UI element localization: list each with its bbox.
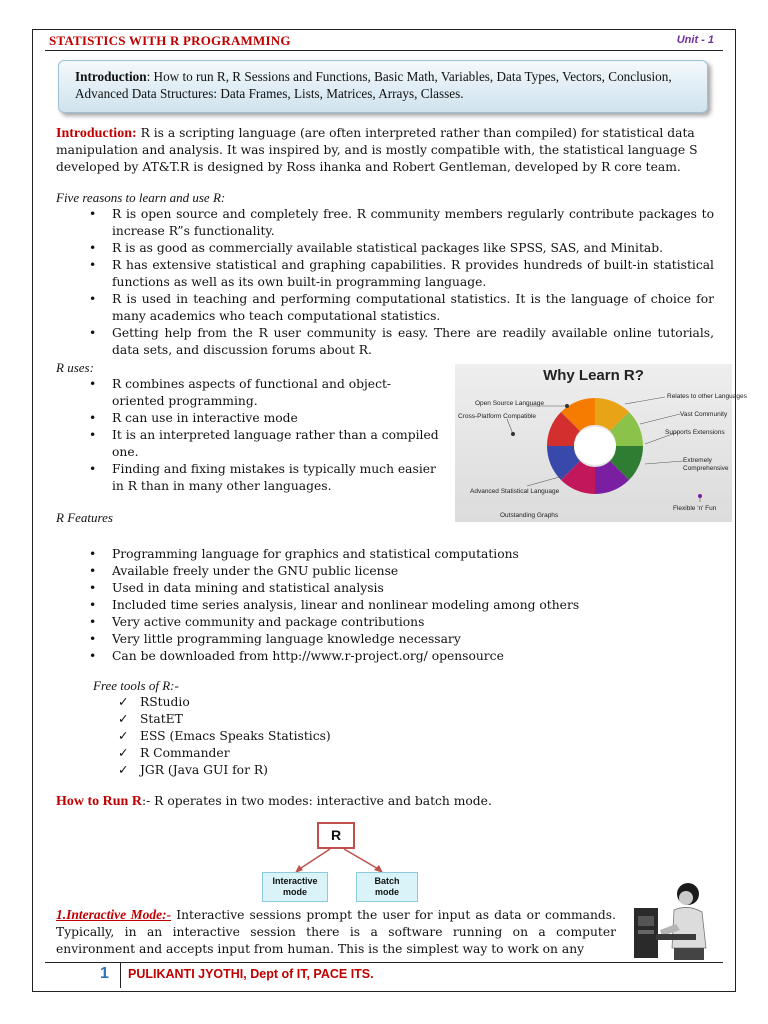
free-tools-list: [56, 694, 714, 779]
interactive-mode-text: Interactive sessions prompt the user for input as data or commands. Typically, in an interactive session there is a software running on a computer environment and accepts input from human. This is the simplest way to work on any: [56, 908, 616, 956]
why-label: Vast Community: [680, 411, 728, 418]
introduction-paragraph: [56, 125, 714, 176]
why-learn-r-title: Why Learn R?: [543, 367, 644, 384]
introduction-text: R is a scripting language (are often interpreted rather than compiled) for statistical data manipulation and analysis. It was inspired by, and is mostly compatible with, the statistical language S developed by AT&T.R is designed by Ross ihanka and Robert Gentleman, developed by R core team.: [56, 126, 698, 174]
list-item: • Very active community and package contributions: [112, 614, 714, 631]
list-item: ✓ ESS (Emacs Speaks Statistics): [140, 728, 714, 745]
why-label: Comprehensive: [683, 465, 729, 472]
list-item: • R is open source and completely free. R community members regularly contribute packages to increase R”s functionality.: [112, 206, 714, 240]
five-reasons-list: [56, 206, 714, 359]
intro-box-label: Introduction: [75, 69, 147, 84]
why-label: Cross-Platform Compatible: [458, 413, 537, 420]
list-item: ✓ StatET: [140, 711, 714, 728]
list-item: • R combines aspects of functional and object-oriented programming.: [112, 376, 442, 410]
list-item: • Very little programming language knowledge necessary: [112, 631, 714, 648]
why-label: Extremely: [683, 457, 712, 464]
list-item: ✓ JGR (Java GUI for R): [140, 762, 714, 779]
list-item: • R has extensive statistical and graphing capabilities. R provides hundreds of built-in statistical functions as well as its own built-in programming language.: [112, 257, 714, 291]
interactive-mode-box: [262, 872, 328, 902]
why-label: Outstanding Graphs: [500, 512, 559, 519]
why-label: Advanced Statistical Language: [470, 488, 560, 495]
how-to-run-paragraph: [56, 793, 714, 810]
list-item: • Available freely under the GNU public license: [112, 563, 714, 580]
introduction-label: Introduction:: [56, 126, 137, 141]
footer-separator: [120, 963, 121, 988]
r-features-heading: R Features: [56, 510, 113, 525]
list-item: • Used in data mining and statistical analysis: [112, 580, 714, 597]
interactive-mode-line2: mode: [282, 887, 307, 897]
five-reasons-heading: Five reasons to learn and use R:: [56, 190, 226, 205]
list-item: • Getting help from the R user community is easy. There are readily available online tutorials, data sets, and discussion forums about R.: [112, 325, 714, 359]
list-item: ✓ R Commander: [140, 745, 714, 762]
header-title: STATISTICS WITH R PROGRAMMING: [49, 33, 291, 48]
why-learn-r-graphic: [455, 364, 747, 522]
r-uses-heading: R uses:: [56, 360, 94, 375]
list-item: ✓ RStudio: [140, 694, 714, 711]
r-features-list: [56, 546, 714, 665]
batch-mode-box: [356, 872, 418, 902]
interactive-mode-line1: Interactive: [272, 876, 318, 886]
header-divider: [45, 50, 723, 51]
intro-summary-box: [58, 60, 708, 113]
footer-divider: [45, 962, 723, 963]
how-to-run-text: :- R operates in two modes: interactive and batch mode.: [141, 794, 492, 808]
list-item: • R is used in teaching and performing computational statistics. It is the language of choice for many academics who teach computational statistics.: [112, 291, 714, 325]
r-uses-list: [56, 376, 442, 495]
unit-label: Unit - 1: [676, 34, 714, 46]
why-label: Open Source Language: [475, 400, 545, 407]
run-modes-diagram: [262, 820, 422, 902]
list-item: • It is an interpreted language rather than a compiled one.: [112, 427, 442, 461]
why-label: Supports Extensions: [665, 429, 725, 436]
list-item: • Programming language for graphics and statistical computations: [112, 546, 714, 563]
list-item: • Can be downloaded from http://www.r-project.org/ opensource: [112, 648, 714, 665]
why-label: Relates to other Languages: [667, 393, 747, 400]
interactive-mode-label: 1.Interactive Mode:-: [56, 907, 172, 922]
list-item: • Included time series analysis, linear and nonlinear modeling among others: [112, 597, 714, 614]
how-to-run-label: How to Run R: [56, 794, 142, 809]
batch-mode-line1: Batch: [374, 876, 400, 886]
batch-mode-line2: mode: [374, 887, 399, 897]
page-number: 1: [100, 965, 109, 982]
intro-box-text: : How to run R, R Sessions and Functions, Basic Math, Variables, Data Types, Vectors, Conclusion, Advanced Data Structures: Data Frames, Lists, Matrices, Arrays, Classes.: [75, 69, 672, 101]
list-item: • R is as good as commercially available statistical packages like SPSS, SAS, and Minitab.: [112, 240, 714, 257]
free-tools-heading: Free tools of R:-: [93, 678, 179, 693]
list-item: • R can use in interactive mode: [112, 410, 442, 427]
interactive-mode-paragraph: [56, 906, 616, 958]
list-item: • Finding and fixing mistakes is typically much easier in R than in many other languages.: [112, 461, 442, 495]
why-label: Flexible 'n' Fun: [673, 505, 717, 512]
footer-author: PULIKANTI JYOTHI, Dept of IT, PACE ITS.: [128, 967, 374, 981]
donut-chart-icon: [455, 364, 732, 522]
diagram-root-r: R: [317, 822, 355, 849]
computer-operator-icon: [630, 878, 714, 962]
